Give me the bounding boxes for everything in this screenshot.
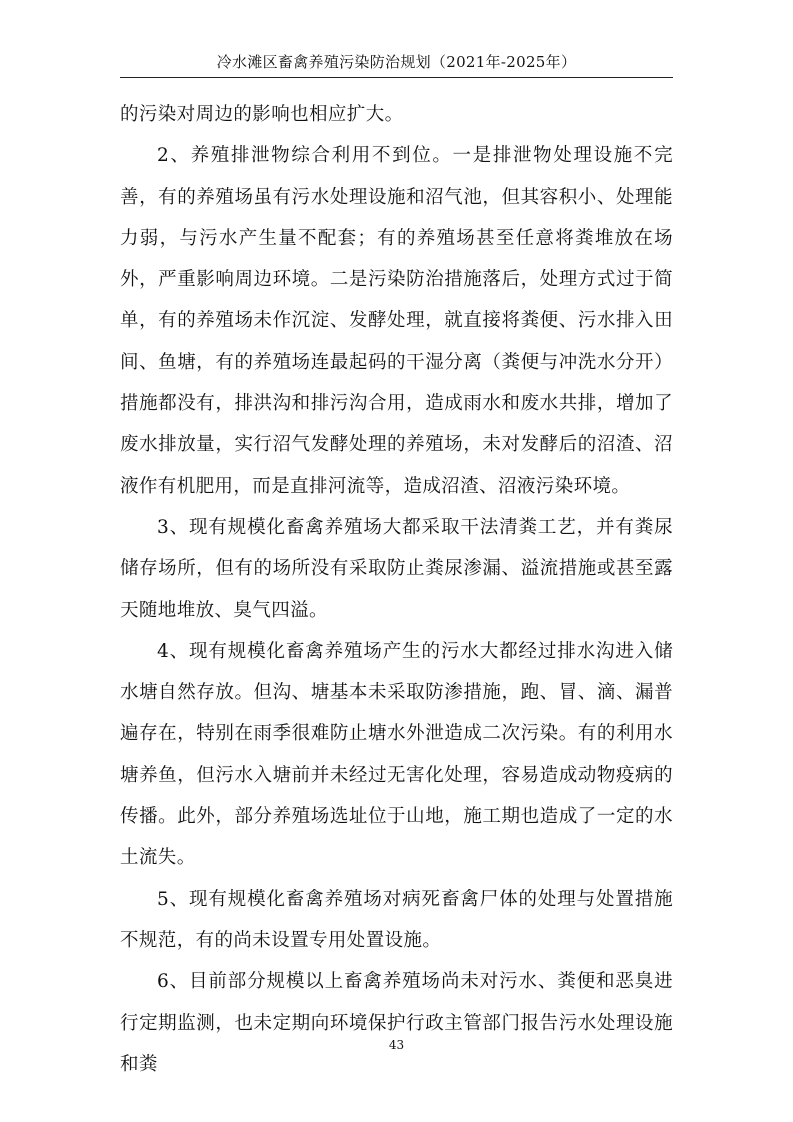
page-number: 43 [388,1038,405,1052]
paragraph-item-5: 5、现有规模化畜禽养殖场对病死畜禽尸体的处理与处置措施不规范，有的尚未设置专用处置设施。 [120,888,673,951]
header-divider [120,77,673,78]
document-body [120,94,673,1085]
paragraph-item-4: 4、现有规模化畜禽养殖场产生的污水大都经过排水沟进入储水塘自然存放。但沟、塘基本未采取防渗措施，跑、冒、滴、漏普遍存在，特别在雨季很难防止塘水外泄造成二次污染。有的利用水塘养鱼，但污水入塘前并未经过无害化处理，容易造成动物疫病的传播。此外，部分养殖场选址位于山地，施工期也造成了一定的水土流失。 [120,640,673,869]
paragraph-continuation: 的污染对周边的影响也相应扩大。 [120,104,404,125]
paragraph-item-2: 2、养殖排泄物综合利用不到位。一是排泄物处理设施不完善，有的养殖场虽有污水处理设施和沼气池，但其容积小、处理能力弱，与污水产生量不配套；有的养殖场甚至任意将粪堆放在场外，严重影响周边环境。二是污染防治措施落后，处理方式过于简单，有的养殖场未作沉淀、发酵处理，就直接将粪便、污水排入田间、鱼塘，有的养殖场连最起码的干湿分离（粪便与冲洗水分开）措施都没有，排洪沟和排污沟合用，造成雨水和废水共排，增加了废水排放量，实行沼气发酵处理的养殖场，未对发酵后的沼渣、沼液作有机肥用，而是直排河流等，造成沼渣、沼液污染环境。 [120,145,673,497]
paragraph-item-6: 6、目前部分规模以上畜禽养殖场尚未对污水、粪便和恶臭进行定期监测，也未定期向环境保护行政主管部门报告污水处理设施和粪 [120,971,673,1075]
page-header-title: 冷水滩区畜禽养殖污染防治规划（2021年-2025年） [216,53,577,71]
paragraph-item-3: 3、现有规模化畜禽养殖场大都采取干法清粪工艺，并有粪尿储存场所，但有的场所没有采取防止粪尿渗漏、溢流措施或甚至露天随地堆放、臭气四溢。 [120,516,673,621]
